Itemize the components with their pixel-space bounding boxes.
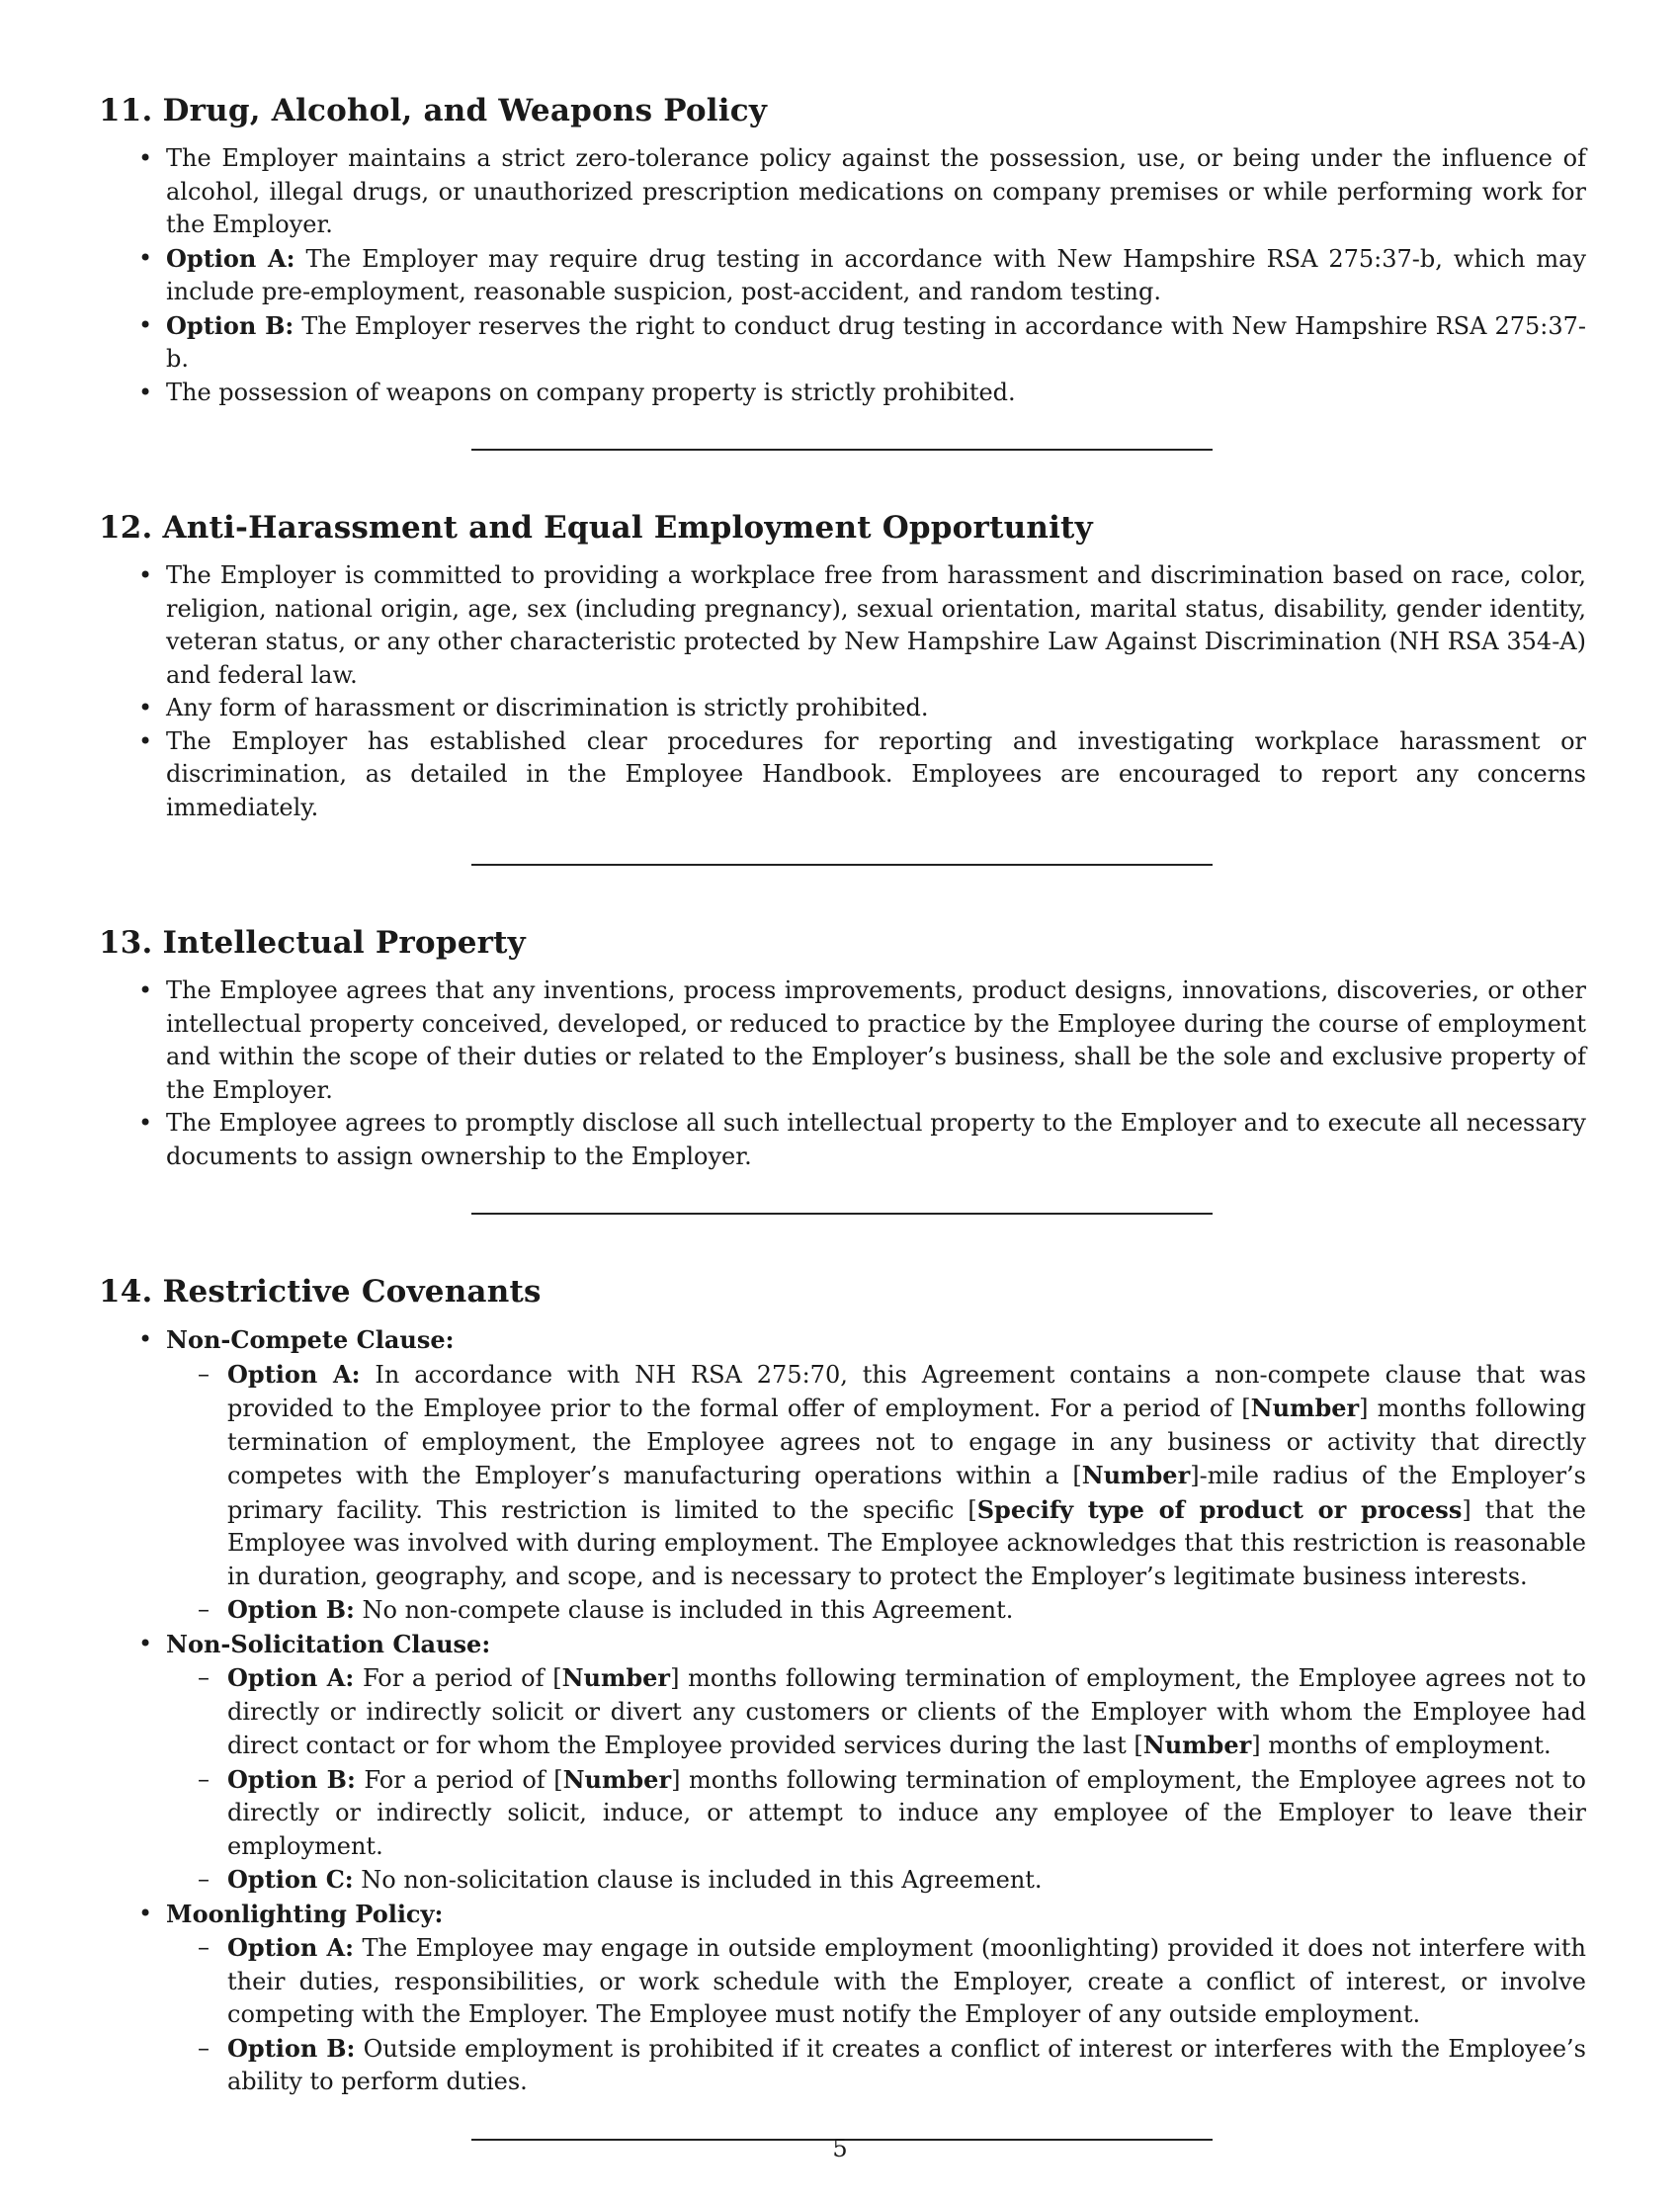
sub-list <box>166 1661 1586 1898</box>
list-item-moonlighting <box>166 1898 1586 2099</box>
option-label: Option B: <box>227 1595 355 1624</box>
section-heading: 13. Intellectual Property <box>99 925 526 961</box>
placeholder: Number <box>561 1663 671 1692</box>
sub-list-item: – Option A: The Employee may engage in outside employment (moonlighting) provided it does not interfere with their duties, responsibilities, or work schedule with the Employer, create a conflict of interest, or involve competing with the Employer. The Employee must notify the Employer of any outside employment. <box>227 1931 1586 2032</box>
clause-heading: Non-Solicitation Clause: <box>166 1629 491 1658</box>
bullet-list <box>99 559 1586 824</box>
placeholder: Number <box>1081 1461 1191 1489</box>
list-item-non-solicitation <box>166 1628 1586 1898</box>
clause-heading: Non-Compete Clause: <box>166 1325 455 1354</box>
section-heading: 12. Anti-Harassment and Equal Employment Opportunity <box>99 510 1093 546</box>
option-label: Option A: <box>227 1663 355 1692</box>
placeholder: Number <box>1250 1394 1360 1422</box>
clause-heading: Moonlighting Policy: <box>166 1899 444 1928</box>
option-label: Option B: <box>166 310 294 340</box>
section-drug-alcohol-weapons <box>99 93 1586 409</box>
sub-list <box>166 1358 1586 1628</box>
option-label: Option B: <box>227 1764 356 1794</box>
document-page <box>99 93 1586 2200</box>
section-divider <box>471 864 1213 866</box>
list-item: • The Employee agrees to promptly disclose all such intellectual property to the Employer and to execute all necessary documents to assign ownership to the Employer. <box>166 1107 1586 1173</box>
placeholder: Number <box>562 1764 672 1794</box>
section-restrictive-covenants <box>99 1274 1586 2099</box>
sub-list-item: – Option C: No non-solicitation clause is included in this Agreement. <box>227 1863 1586 1898</box>
section-heading: 14. Restrictive Covenants <box>99 1274 542 1310</box>
placeholder: Specify type of product or process <box>976 1494 1463 1524</box>
option-label: Option B: <box>227 2033 356 2063</box>
sub-list-item: – Option B: Outside employment is prohibited if it creates a conflict of interest or interferes with the Employee’s ability to perform duties. <box>227 2032 1586 2099</box>
list-item: • Option B: The Employer reserves the right to conduct drug testing in accordance with New Hampshire RSA 275:37-b. <box>166 309 1586 377</box>
list-item-non-compete <box>166 1323 1586 1628</box>
section-anti-harassment <box>99 510 1586 824</box>
list-item: • The Employer maintains a strict zero-tolerance policy against the possession, use, or being under the influence of alcohol, illegal drugs, or unauthorized prescription medications on company premises or while performing work for the Employer. <box>166 142 1586 242</box>
placeholder: Number <box>1142 1731 1252 1759</box>
section-heading: 11. Drug, Alcohol, and Weapons Policy <box>99 93 768 128</box>
sub-list <box>166 1931 1586 2099</box>
page-number: 5 <box>832 2135 848 2162</box>
sub-list-item: – Option A: For a period of [Number] months following termination of employment, the Employee agrees not to directly or indirectly solicit or divert any customers or clients of the Employer with whom the Employee had direct contact or for whom the Employee provided services during the last [Number] months of employment. <box>227 1661 1586 1763</box>
list-item: • Any form of harassment or discrimination is strictly prohibited. <box>166 692 1586 725</box>
section-divider <box>471 449 1213 451</box>
option-label: Option A: <box>166 243 295 273</box>
option-label: Option C: <box>227 1865 354 1894</box>
bullet-list <box>99 1323 1586 2099</box>
sub-list-item: – Option A: In accordance with NH RSA 275:70, this Agreement contains a non-compete clause that was provided to the Employee prior to the formal offer of employment. For a period of [Number] months following termination of employment, the Employee agrees not to engage in any business or activity that directly competes with the Employer’s manufacturing operations within a [Number]-mile radius of the Employer’s primary facility. This restriction is limited to the specific [Specify type of product or process] that the Employee was involved with during employment. The Employee acknowledges that this restriction is reasonable in duration, geography, and scope, and is necessary to protect the Employer’s legitimate business interests. <box>227 1358 1586 1594</box>
list-item: • Option A: The Employer may require drug testing in accordance with New Hampshire RSA 275:37-b, which may include pre-employment, reasonable suspicion, post-accident, and random testing. <box>166 242 1586 309</box>
option-label: Option A: <box>227 1933 355 1962</box>
section-intellectual-property <box>99 925 1586 1173</box>
bullet-list <box>99 974 1586 1173</box>
option-label: Option A: <box>227 1359 361 1389</box>
list-item: • The possession of weapons on company property is strictly prohibited. <box>166 377 1586 410</box>
section-divider <box>471 1213 1213 1215</box>
list-item: • The Employee agrees that any inventions, process improvements, product designs, innovations, discoveries, or other intellectual property conceived, developed, or reduced to practice by the Employee during the course of employment and within the scope of their duties or related to the Employer’s business, shall be the sole and exclusive property of the Employer. <box>166 974 1586 1107</box>
bullet-list <box>99 142 1586 409</box>
sub-list-item: – Option B: For a period of [Number] months following termination of employment, the Employee agrees not to directly or indirectly solicit, induce, or attempt to induce any employee of the Employer to leave their employment. <box>227 1763 1586 1864</box>
sub-list-item: – Option B: No non-compete clause is included in this Agreement. <box>227 1593 1586 1628</box>
list-item: • The Employer has established clear procedures for reporting and investigating workplace harassment or discrimination, as detailed in the Employee Handbook. Employees are encouraged to report any concerns immediately. <box>166 725 1586 825</box>
list-item: • The Employer is committed to providing a workplace free from harassment and discrimination based on race, color, religion, national origin, age, sex (including pregnancy), sexual orientation, marital status, disability, gender identity, veteran status, or any other characteristic protected by New Hampshire Law Against Discrimination (NH RSA 354-A) and federal law. <box>166 559 1586 692</box>
